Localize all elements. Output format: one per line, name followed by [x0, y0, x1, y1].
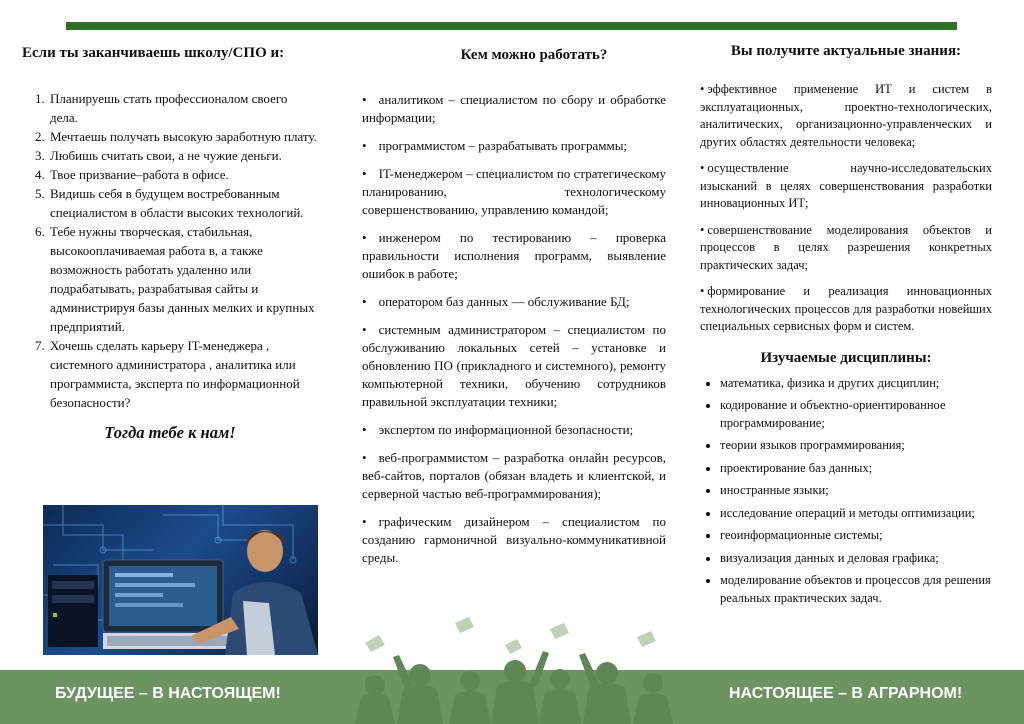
bullet-icon: • [700, 284, 705, 298]
bullet-icon: • [362, 450, 367, 465]
bullet-icon: • [362, 422, 367, 437]
list-item: • формирование и реализация инновационных технологических процессов для разработки новейших специальных сервисных форм и систем. [700, 284, 992, 333]
programmer-photo [43, 505, 318, 655]
list-item: • программистом – разрабатывать программы; [362, 138, 628, 153]
left-column [22, 40, 318, 444]
list-item: • графическим дизайнером – специалистом по созданию гармоничной визуально-коммуникативной среды. [362, 514, 666, 565]
list-item: • геоинформационные системы; [720, 527, 992, 545]
list-item: • веб-программистом – разработка онлайн ресурсов, веб-сайтов, порталов (обязан владеть и клиентской, и серверной частью веб-программирования); [362, 450, 666, 501]
jobs-list [362, 91, 666, 567]
list-item: • моделирование объектов и процессов для решения реальных практических задач. [720, 572, 992, 607]
wishes-list [22, 89, 318, 412]
right-title: Вы получите актуальные знания: [730, 43, 962, 59]
list-item: • IT-менеджером – специалистом по стратегическому планированию, технологическому совершенствованию, управлению командой; [362, 166, 666, 217]
list-item: • эффективное применение ИТ и систем в эксплуатационных, проектно-технологических, аналитических, организационно-управленческих и других областях деятельности человека; [700, 82, 992, 149]
bullet-icon: • [700, 82, 705, 96]
list-item: 3. Любишь считать свои, а не чужие деньги. [48, 146, 318, 165]
list-item: 2. Мечтаешь получать высокую заработную плату. [48, 127, 318, 146]
list-item: • проектирование баз данных; [720, 460, 992, 478]
top-green-rule [66, 22, 957, 30]
list-item: • оператором баз данных — обслуживание БД; [362, 294, 630, 309]
list-item: • осуществление научно-исследовательских изысканий в целях совершенствования разработки инновационных ИТ; [700, 161, 992, 210]
list-item: • теории языков программирования; [720, 437, 992, 455]
list-item: • визуализация данных и деловая графика; [720, 550, 992, 568]
list-item: • математика, физика и других дисциплин; [720, 375, 992, 393]
list-item: • аналитиком – специалистом по сбору и обработке информации; [362, 92, 666, 125]
list-item: 1. Планируешь стать профессионалом своего дела. [48, 89, 318, 127]
footer-slogan-left: БУДУЩЕЕ – В НАСТОЯЩЕМ! [55, 685, 281, 702]
bullet-icon: • [362, 230, 367, 245]
list-item: 5. Видишь себя в будущем востребованным специалистом в области высоких технологий. [48, 184, 318, 222]
list-item: • совершенствование моделирования объектов и процессов в целях разрешения конкретных практических задач; [700, 222, 992, 272]
list-item: • экспертом по информационной безопасности; [362, 422, 634, 437]
bullet-icon: • [362, 166, 367, 181]
list-item: 6. Тебе нужны творческая, стабильная, высокооплачиваемая работа в, а также возможность работать удаленно или подрабатывать, разрабатывая сайты и администрируя базы данных мелких и крупных предприятий. [48, 222, 318, 336]
bullet-icon: • [700, 222, 705, 237]
bullet-icon: • [362, 92, 367, 107]
bullet-icon: • [362, 514, 367, 529]
disciplines-list [700, 375, 992, 608]
bullet-icon: • [362, 138, 367, 153]
left-title: Если ты заканчиваешь школу/СПО и: [22, 45, 285, 61]
call-to-action: Тогда тебе к нам! [104, 423, 236, 442]
list-item: • иностранные языки; [720, 482, 992, 500]
footer-slogan-right: НАСТОЯЩЕЕ – В АГРАРНОМ! [729, 685, 963, 702]
bullet-icon: • [362, 322, 367, 337]
list-item: • кодирование и объектно-ориентированное программирование; [720, 397, 992, 432]
list-item: 4. Твое призвание–работа в офисе. [48, 165, 318, 184]
middle-title: Кем можно работать? [460, 47, 608, 63]
graduates-silhouette-icon [345, 615, 685, 724]
bullet-icon: • [700, 161, 705, 175]
list-item: • системным администратором – специалистом по обслуживанию локальных сетей – установке и обновлению ПО (прикладного и системного), ремонту компьютерной техники, обучению сотрудников правильной эксплуатации техники; [362, 322, 666, 409]
knowledge-list [700, 81, 992, 336]
list-item: • исследование операций и методы оптимизации; [720, 505, 992, 523]
list-item: • инженером по тестированию – проверка правильности исполнения программ, выявление ошибок в работе; [362, 230, 666, 281]
disciplines-title: Изучаемые дисциплины: [760, 349, 932, 366]
middle-column [362, 40, 666, 577]
bullet-icon: • [362, 294, 367, 309]
right-column [700, 40, 992, 612]
programmer-illustration [43, 505, 318, 655]
list-item: 7. Хочешь сделать карьеру IT-менеджера , системного администратора , аналитика или программиста, эксперта по информационной безопасности? [48, 336, 318, 412]
